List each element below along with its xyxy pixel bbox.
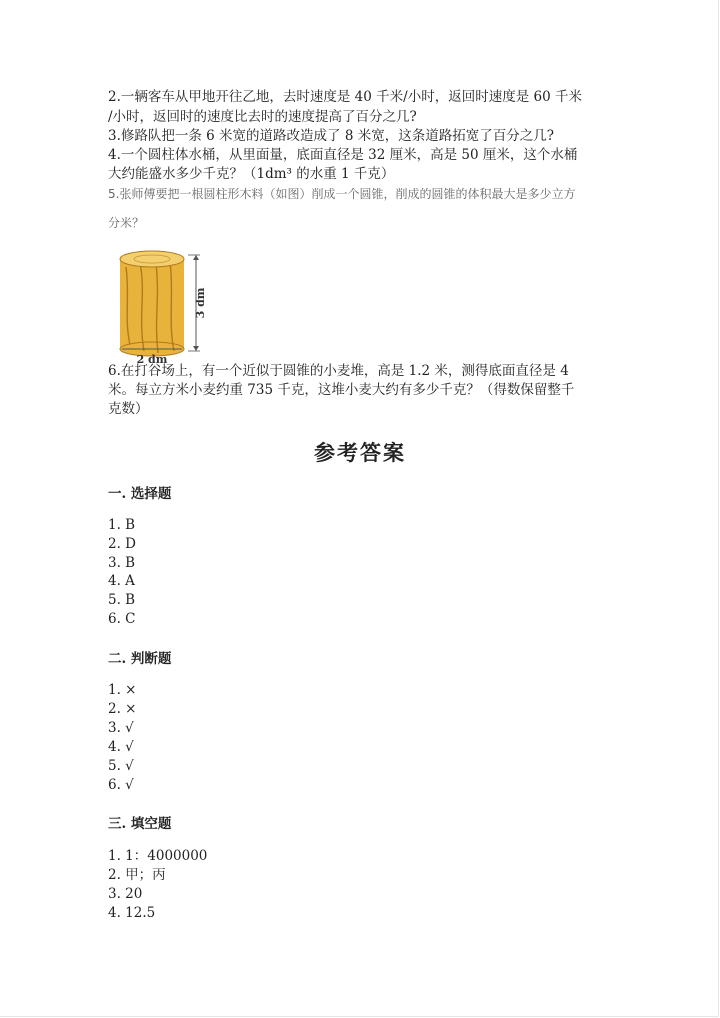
answer-fill-3: 3. 20 xyxy=(108,886,143,902)
answer-judge-6: 6. √ xyxy=(108,777,134,793)
question-2-line-1: 2.一辆客车从甲地开往乙地，去时速度是 40 千米/小时，返回时速度是 60 千米 xyxy=(108,89,582,105)
cylinder-wood-svg xyxy=(112,247,224,365)
cylinder-wood-figure xyxy=(112,247,224,365)
question-5-line-1: 5.张师傅要把一根圆柱形木料（如图）削成一个圆锥，削成的圆锥的体积最大是多少立方 xyxy=(108,187,576,201)
height-arrow-bottom xyxy=(193,346,199,351)
log-top-face xyxy=(120,251,184,267)
section-heading-judgement: 二. 判断题 xyxy=(108,651,172,667)
section-heading-choice: 一. 选择题 xyxy=(108,486,172,502)
answer-judge-4: 4. √ xyxy=(108,739,134,755)
question-6-line-2: 米。每立方米小麦约重 735 千克，这堆小麦大约有多少千克？（得数保留整千 xyxy=(108,382,575,398)
answer-judge-3: 3. √ xyxy=(108,720,134,736)
answer-judge-2: 2. × xyxy=(108,701,137,717)
answer-choice-5: 5. B xyxy=(108,592,136,608)
answer-choice-1: 1. B xyxy=(108,517,136,533)
question-4-line-1: 4.一个圆柱体水桶，从里面量，底面直径是 32 厘米，高是 50 厘米，这个水桶 xyxy=(108,147,578,163)
answer-fill-4: 4. 12.5 xyxy=(108,905,156,921)
answer-choice-2: 2. D xyxy=(108,536,136,552)
question-6-line-3: 克数） xyxy=(108,401,149,417)
diameter-label: 2 dm xyxy=(136,353,168,365)
question-5-line-2: 分米？ xyxy=(108,216,145,230)
answer-title: 参考答案 xyxy=(314,440,406,465)
answer-fill-1: 1. 1：4000000 xyxy=(108,848,208,864)
answer-fill-2: 2. 甲；丙 xyxy=(108,867,166,883)
answer-judge-1: 1. × xyxy=(108,682,137,698)
answer-judge-5: 5. √ xyxy=(108,758,134,774)
answer-choice-4: 4. A xyxy=(108,573,135,589)
question-2-line-2: /小时，返回时的速度比去时的速度提高了百分之几? xyxy=(108,109,417,125)
question-4-line-2: 大约能盛水多少千克？（1dm³ 的水重 1 千克） xyxy=(108,166,395,182)
question-6-line-1: 6.在打谷场上，有一个近似于圆锥的小麦堆，高是 1.2 米，测得底面直径是 4 xyxy=(108,363,569,379)
section-heading-fill-blank: 三. 填空题 xyxy=(108,816,172,832)
height-label: 3 dm xyxy=(194,287,207,319)
log-body xyxy=(120,259,184,349)
answer-choice-3: 3. B xyxy=(108,555,136,571)
height-arrow-top xyxy=(193,255,199,260)
question-3: 3.修路队把一条 6 米宽的道路改造成了 8 米宽，这条道路拓宽了百分之几? xyxy=(108,128,554,144)
answer-choice-6: 6. C xyxy=(108,611,136,627)
